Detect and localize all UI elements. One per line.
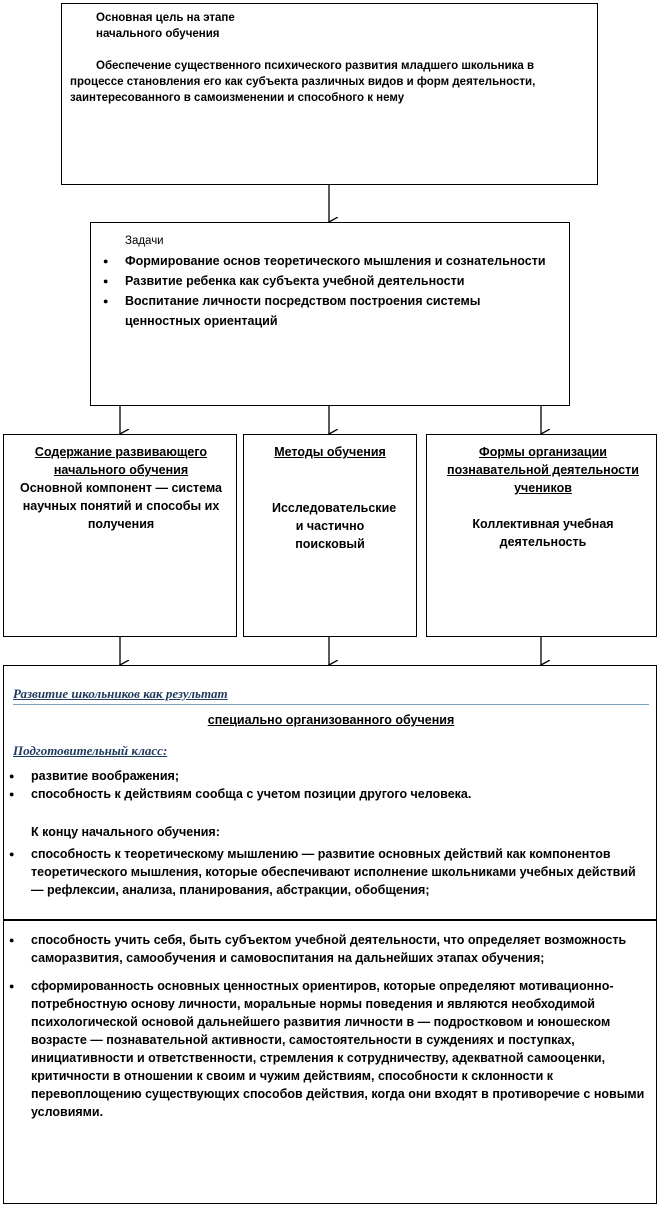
- task-item: ● Воспитание личности посредством построения системы ценностных ориентаций: [99, 291, 559, 331]
- end-item: ● способность к теоретическому мышлению — развитие основных действий как компонентов теоретического мышления, которые обеспечивают исполнение школьниками учебных действий — рефлексии, анализа, планирования, абстракции, обобщения;: [5, 845, 649, 899]
- content-text: Основной компонент — система научных понятий и способы их получения: [19, 481, 223, 531]
- goal-title-line1: Основная цель на этапе: [96, 12, 235, 24]
- continuation-item: ● способность учить себя, быть субъектом учебной деятельности, что определяет возможность саморазвития, самообучения и самовоспитания на дальнейших этапах обучения;: [5, 931, 645, 967]
- tasks-title: Задачи: [125, 235, 164, 247]
- result-heading-part2: специально организованного обучения: [207, 713, 455, 727]
- tasks-box: [90, 222, 570, 406]
- end-title: К концу начального обучения:: [31, 825, 220, 839]
- continuation-item: ● сформированность основных ценностных ориентиров, которые определяют мотивационно-потребностную основу личности, моральные нормы поведения и являются необходимой психологической основой дальнейшего развития личности в — подростковом и юношеском возрасте — познавательной активности, самостоятельности в суждениях и поступках, инициативности и ответственности, стремления к сотрудничеству, адекватной самооценки, критичности в отношении к своим и чужим действиям, способности к склонности к перевоплощению существующих способов действия, когда они входят в противоречие с новыми условиями.: [5, 977, 645, 1121]
- task-item: ● Формирование основ теоретического мышления и сознательности: [99, 251, 559, 271]
- methods-box: [243, 434, 417, 637]
- task-item: ● Развитие ребенка как субъекта учебной деятельности: [99, 271, 559, 291]
- prep-item: ● развитие воображения;: [5, 767, 649, 785]
- content-heading: Содержание развивающего начального обучения: [34, 445, 208, 477]
- content-box: [3, 434, 237, 637]
- forms-heading: Формы организации познавательной деятельности учеников: [447, 445, 639, 495]
- goal-box: [61, 3, 598, 185]
- tasks-list: [99, 251, 559, 331]
- forms-text: Коллективная учебная деятельность: [472, 517, 614, 549]
- result-heading-part1: Развитие школьников как результат: [13, 686, 228, 701]
- prep-title: Подготовительный класс:: [13, 743, 168, 758]
- goal-title-line2: начального обучения: [96, 28, 220, 40]
- forms-box: [426, 434, 657, 637]
- result-box: [3, 665, 657, 920]
- continuation-box: [3, 920, 657, 1204]
- prep-list: [5, 767, 649, 803]
- methods-text: Исследовательские и частично поисковый: [272, 501, 397, 551]
- methods-heading: Методы обучения: [274, 445, 386, 459]
- prep-item: ● способность к действиям сообща с учетом позиции другого человека.: [5, 785, 649, 803]
- goal-text: Обеспечение существенного психического развития младшего школьника в процессе становления его как субъекта различных видов и форм деятельности, заинтересованного в самоизменении и способного к нему: [70, 60, 536, 104]
- end-list: [5, 845, 649, 899]
- continuation-list: [5, 931, 645, 1121]
